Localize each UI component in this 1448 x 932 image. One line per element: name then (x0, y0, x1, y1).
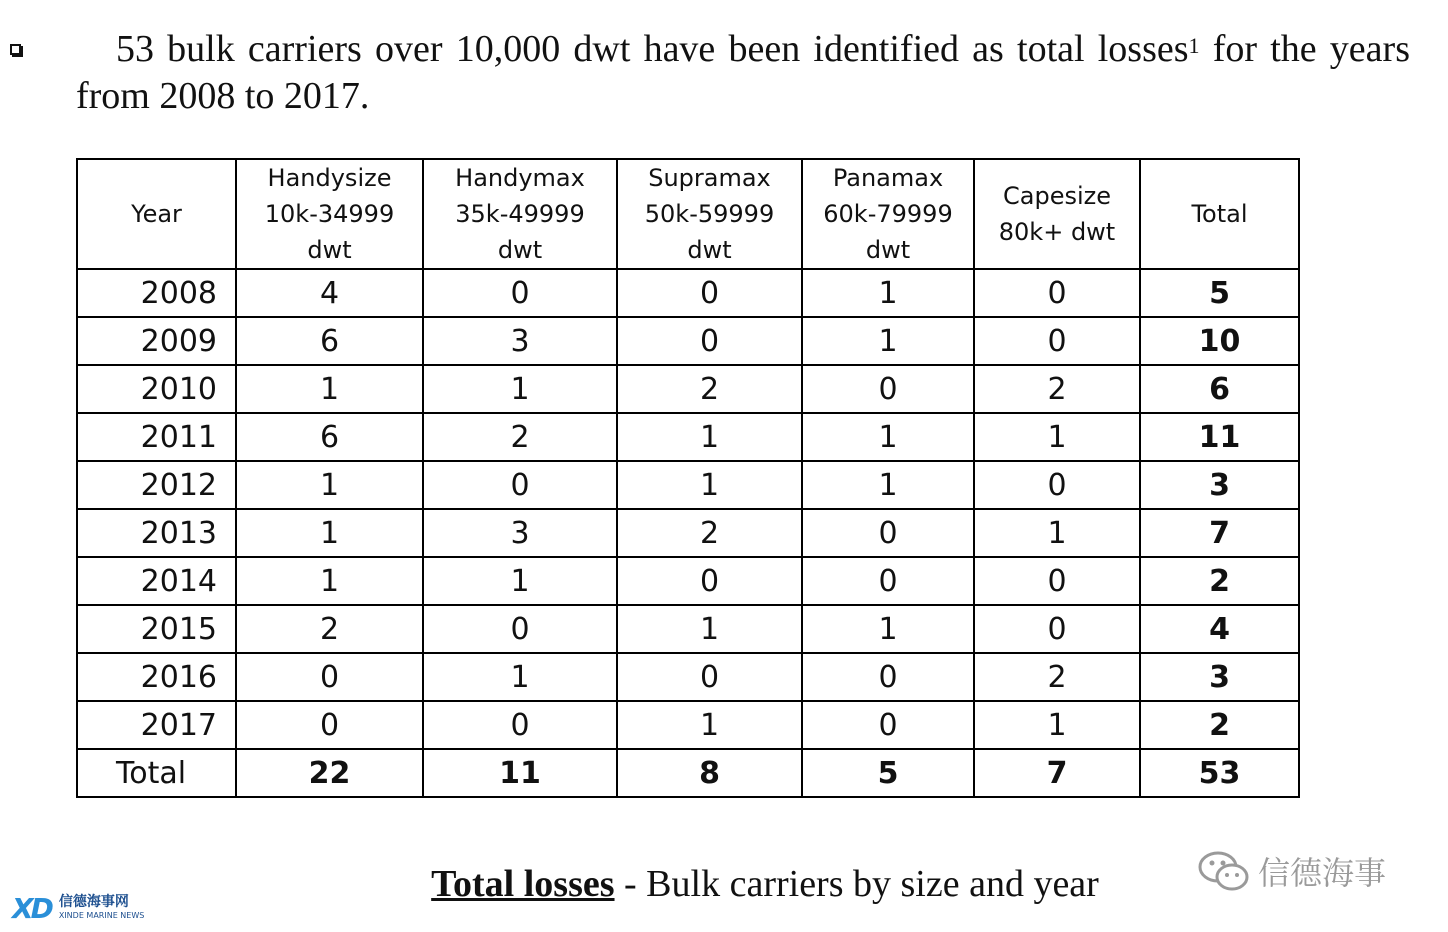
year-cell: 2009 (77, 317, 236, 365)
wechat-watermark (1196, 848, 1386, 894)
header-row (77, 159, 1299, 269)
count-cell: 0 (802, 653, 974, 701)
count-cell: 1 (236, 557, 423, 605)
row-total-cell: 3 (1140, 653, 1299, 701)
count-cell: 0 (617, 317, 802, 365)
count-cell: 1 (974, 413, 1140, 461)
count-cell: 2 (974, 365, 1140, 413)
table-row (77, 509, 1299, 557)
count-cell: 6 (236, 413, 423, 461)
table-row (77, 701, 1299, 749)
column-total-cell: 5 (802, 749, 974, 797)
year-cell: 2014 (77, 557, 236, 605)
year-cell: 2016 (77, 653, 236, 701)
count-cell: 2 (617, 509, 802, 557)
count-cell: 1 (802, 317, 974, 365)
count-cell: 0 (617, 269, 802, 317)
year-cell: 2012 (77, 461, 236, 509)
table-row (77, 269, 1299, 317)
losses-table (76, 158, 1300, 798)
count-cell: 1 (423, 365, 617, 413)
count-cell: 1 (617, 461, 802, 509)
count-cell: 1 (802, 605, 974, 653)
count-cell: 1 (802, 269, 974, 317)
row-total-cell: 5 (1140, 269, 1299, 317)
header-cell: Handymax 35k-49999 dwt (423, 159, 617, 269)
row-total-cell: 7 (1140, 509, 1299, 557)
year-cell: 2013 (77, 509, 236, 557)
count-cell: 0 (617, 653, 802, 701)
table-row (77, 653, 1299, 701)
wechat-icon (1196, 849, 1252, 893)
header-cell: Supramax 50k-59999 dwt (617, 159, 802, 269)
row-total-cell: 4 (1140, 605, 1299, 653)
intro-paragraph (76, 26, 1410, 120)
count-cell: 2 (236, 605, 423, 653)
footnote-marker: 1 (1188, 33, 1200, 58)
count-cell: 1 (617, 413, 802, 461)
count-cell: 1 (802, 413, 974, 461)
count-cell: 6 (236, 317, 423, 365)
count-cell: 0 (236, 701, 423, 749)
bullet-icon (10, 44, 21, 55)
intro-text-after: for the years from 2008 to 2017. (76, 28, 1410, 117)
table-row (77, 605, 1299, 653)
table-row (77, 461, 1299, 509)
count-cell: 1 (802, 461, 974, 509)
count-cell: 0 (802, 701, 974, 749)
count-cell: 0 (423, 701, 617, 749)
year-cell: 2011 (77, 413, 236, 461)
count-cell: 3 (423, 509, 617, 557)
count-cell: 0 (617, 557, 802, 605)
table-body (77, 269, 1299, 797)
count-cell: 0 (974, 557, 1140, 605)
intro-text: 53 bulk carriers over 10,000 dwt have been identified as total losses (116, 28, 1189, 70)
caption-bold: Total losses (431, 863, 615, 905)
year-cell: 2010 (77, 365, 236, 413)
year-cell: 2008 (77, 269, 236, 317)
count-cell: 0 (974, 317, 1140, 365)
count-cell: 1 (236, 509, 423, 557)
column-total-cell: 8 (617, 749, 802, 797)
total-row (77, 749, 1299, 797)
header-cell: Capesize 80k+ dwt (974, 159, 1140, 269)
row-total-cell: 2 (1140, 701, 1299, 749)
count-cell: 1 (423, 653, 617, 701)
table-row (77, 365, 1299, 413)
year-cell: 2017 (77, 701, 236, 749)
table-row (77, 413, 1299, 461)
logo-cn-text: 信德海事网 (58, 893, 129, 910)
count-cell: 0 (974, 605, 1140, 653)
row-total-cell: 3 (1140, 461, 1299, 509)
total-label: Total (77, 749, 236, 797)
row-total-cell: 6 (1140, 365, 1299, 413)
count-cell: 0 (974, 269, 1140, 317)
count-cell: 1 (423, 557, 617, 605)
count-cell: 0 (236, 653, 423, 701)
header-cell: Total (1140, 159, 1299, 269)
column-total-cell: 22 (236, 749, 423, 797)
count-cell: 2 (423, 413, 617, 461)
count-cell: 0 (423, 605, 617, 653)
count-cell: 1 (974, 701, 1140, 749)
column-total-cell: 11 (423, 749, 617, 797)
column-total-cell: 53 (1140, 749, 1299, 797)
count-cell: 1 (236, 365, 423, 413)
header-cell: Year (77, 159, 236, 269)
year-cell: 2015 (77, 605, 236, 653)
count-cell: 3 (423, 317, 617, 365)
count-cell: 0 (423, 269, 617, 317)
count-cell: 0 (423, 461, 617, 509)
table-row (77, 557, 1299, 605)
count-cell: 1 (236, 461, 423, 509)
header-cell: Handysize 10k-34999 dwt (236, 159, 423, 269)
count-cell: 1 (617, 605, 802, 653)
column-total-cell: 7 (974, 749, 1140, 797)
table-row (77, 317, 1299, 365)
header-cell: Panamax 60k-79999 dwt (802, 159, 974, 269)
count-cell: 2 (617, 365, 802, 413)
logo-en-text: XINDE MARINE NEWS (58, 910, 145, 920)
count-cell: 0 (974, 461, 1140, 509)
count-cell: 1 (617, 701, 802, 749)
count-cell: 4 (236, 269, 423, 317)
row-total-cell: 11 (1140, 413, 1299, 461)
row-total-cell: 10 (1140, 317, 1299, 365)
count-cell: 1 (974, 509, 1140, 557)
count-cell: 0 (802, 509, 974, 557)
row-total-cell: 2 (1140, 557, 1299, 605)
wechat-text: 信德海事 (1258, 854, 1387, 892)
xinde-logo (12, 892, 144, 925)
count-cell: 2 (974, 653, 1140, 701)
count-cell: 0 (802, 365, 974, 413)
logo-mark: XD (12, 892, 51, 925)
caption-rest: - Bulk carriers by size and year (614, 863, 1099, 905)
count-cell: 0 (802, 557, 974, 605)
